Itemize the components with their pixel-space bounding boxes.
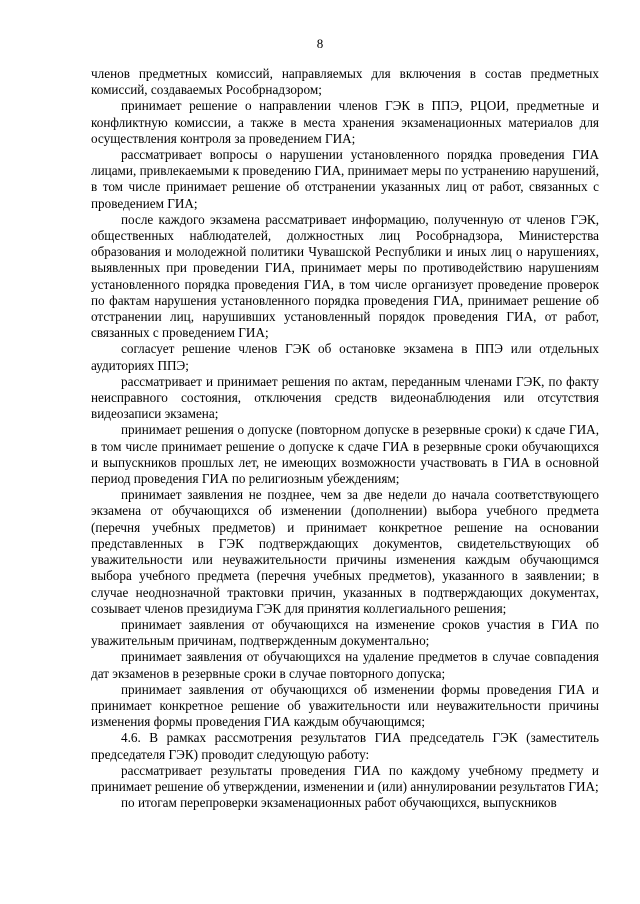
section-paragraph-4-6: 4.6. В рамках рассмотрения результатов ГИА председатель ГЭК (заместитель председателя ГЭК) проводит следующую работу: <box>91 730 599 762</box>
page-number: 8 <box>316 36 324 51</box>
paragraph: после каждого экзамена рассматривает информацию, полученную от членов ГЭК, общественных наблюдателей, должностных лиц Рособрнадзора, Министерства образования и молодежной политики Чувашской Республики и иных лиц о нарушениях, выявленных при проведении ГИА, принимает меры по противодействию нарушениям установленного порядка проведения ГИА, в том числе организует проведение проверок по фактам нарушения установленного порядка проведения ГИА, принимает решение об отстранении лиц, нарушивших установленный порядок проведения ГИА, от работ, связанных с проведением ГИА; <box>91 211 599 341</box>
paragraph-truncated: по итогам перепроверки экзаменационных работ обучающихся, выпускников <box>121 795 557 811</box>
paragraph: рассматривает результаты проведения ГИА по каждому учебному предмету и принимает решение об утверждении, изменении и (или) аннулировании результатов ГИА; <box>91 762 599 794</box>
paragraph: принимает заявления от обучающихся на удаление предметов в случае совпадения дат экзаменов в резервные сроки в случае повторного допуска; <box>91 649 599 681</box>
paragraph: принимает заявления от обучающихся об изменении формы проведения ГИА и принимает конкретное решение об уважительности или неуважительности причины изменения формы проведения ГИА каждым обучающимся; <box>91 681 599 730</box>
paragraph: рассматривает вопросы о нарушении установленного порядка проведения ГИА лицами, привлекаемыми к проведению ГИА, принимает меры по устранению нарушений, в том числе принимает решение об отстранении указанных лиц от работ, связанных с проведением ГИА; <box>91 147 599 211</box>
paragraph: принимает решение о направлении членов ГЭК в ППЭ, РЦОИ, предметные и конфликтную комиссии, а также в места хранения экзаменационных материалов для осуществления контроля за проведением ГИА; <box>91 98 599 146</box>
paragraph: принимает заявления от обучающихся на изменение сроков участия в ГИА по уважительным причинам, подтвержденным документально; <box>91 616 599 649</box>
paragraph: принимает решения о допуске (повторном допуске в резервные сроки) к сдаче ГИА, в том числе принимает решение о допуске к сдаче ГИА в резервные сроки обучающихся и выпускников прошлых лет, не имеющих возможности участвовать в ГИА в основной период проведения ГИА по религиозным убеждениям; <box>91 422 599 487</box>
document-body <box>91 66 599 811</box>
paragraph: принимает заявления не позднее, чем за две недели до начала соответствующего экзамена от обучающихся об изменении (дополнении) выбора учебного предмета (перечня учебных предметов) и принимает конкретное решение на основании представленных в ГЭК подтверждающих документов, свидетельствующих об уважительности или неуважительности причины изменения каждым обучающимся выбора учебного предмета (перечня учебных предметов), указанного в заявлении; в случае неоднозначной трактовки причин, указанных в подтверждающих документах, созывает членов президиума ГЭК для принятия коллегиального решения; <box>91 487 599 616</box>
paragraph: рассматривает и принимает решения по актам, переданным членами ГЭК, по факту неисправного состояния, отключения средств видеонаблюдения или отсутствия видеозаписи экзамена; <box>91 373 599 422</box>
paragraph: согласует решение членов ГЭК об остановке экзамена в ППЭ или отдельных аудиториях ППЭ; <box>91 341 599 373</box>
paragraph-continued: членов предметных комиссий, направляемых для включения в состав предметных комиссий, создаваемых Рособрнадзором; <box>91 66 599 98</box>
